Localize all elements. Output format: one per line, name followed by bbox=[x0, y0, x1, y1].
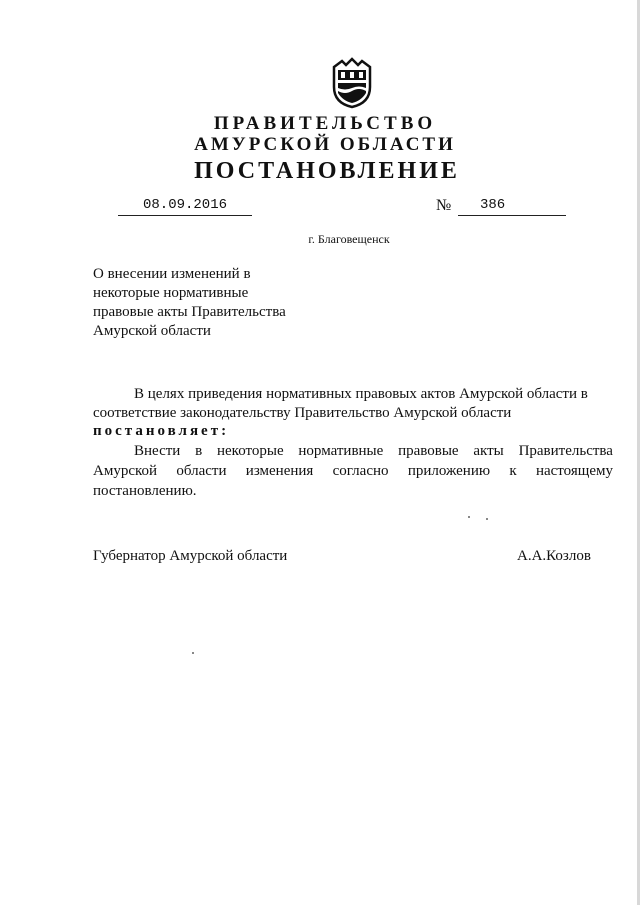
subject-line: Амурской области bbox=[93, 323, 211, 339]
city: г. Благовещенск bbox=[308, 232, 390, 246]
word: нормативные bbox=[298, 443, 384, 459]
word: согласно bbox=[332, 463, 389, 479]
signer-position: Губернатор Амурской области bbox=[93, 548, 288, 564]
word: акты bbox=[473, 443, 504, 459]
subject-line: правовые акты Правительства bbox=[93, 304, 286, 320]
word: некоторые bbox=[217, 443, 284, 459]
org-name-line1: ПРАВИТЕЛЬСТВО bbox=[213, 113, 437, 134]
preamble-paragraph bbox=[93, 385, 613, 423]
word: правовые bbox=[398, 443, 459, 459]
resolution-line: постановлению. bbox=[93, 483, 197, 499]
decree-word: постановляет: bbox=[93, 423, 230, 439]
resolution-paragraph bbox=[93, 441, 613, 501]
word: изменения bbox=[245, 463, 314, 479]
preamble-line: В целях приведения нормативных правовых актов Амурской области в bbox=[134, 386, 588, 402]
scan-speck bbox=[192, 652, 194, 654]
document-number: 386 bbox=[458, 195, 566, 216]
word: к bbox=[509, 463, 517, 479]
word: настоящему bbox=[535, 463, 613, 479]
document-type: ПОСТАНОВЛЕНИЕ bbox=[194, 158, 460, 184]
word: Внести bbox=[134, 443, 181, 459]
signer-name: А.А.Козлов bbox=[517, 548, 591, 564]
resolution-line bbox=[93, 441, 613, 461]
resolution-line bbox=[93, 461, 613, 481]
number-sign: № bbox=[436, 197, 452, 214]
word: приложению bbox=[407, 463, 491, 479]
word: области bbox=[176, 463, 227, 479]
document-date: 08.09.2016 bbox=[118, 195, 252, 216]
scan-speck bbox=[486, 518, 488, 520]
coat-of-arms-icon bbox=[331, 57, 373, 109]
subject-line: О внесении изменений в bbox=[93, 266, 251, 282]
document-subject bbox=[93, 265, 323, 341]
subject-line: некоторые нормативные bbox=[93, 285, 249, 301]
preamble-line: соответствие законодательству Правительство Амурской области bbox=[93, 405, 512, 421]
word: Амурской bbox=[93, 463, 158, 479]
word: Правительства bbox=[518, 443, 613, 459]
org-name-line2: АМУРСКОЙ ОБЛАСТИ bbox=[194, 134, 456, 155]
scan-speck bbox=[468, 516, 470, 518]
word: в bbox=[195, 443, 203, 459]
